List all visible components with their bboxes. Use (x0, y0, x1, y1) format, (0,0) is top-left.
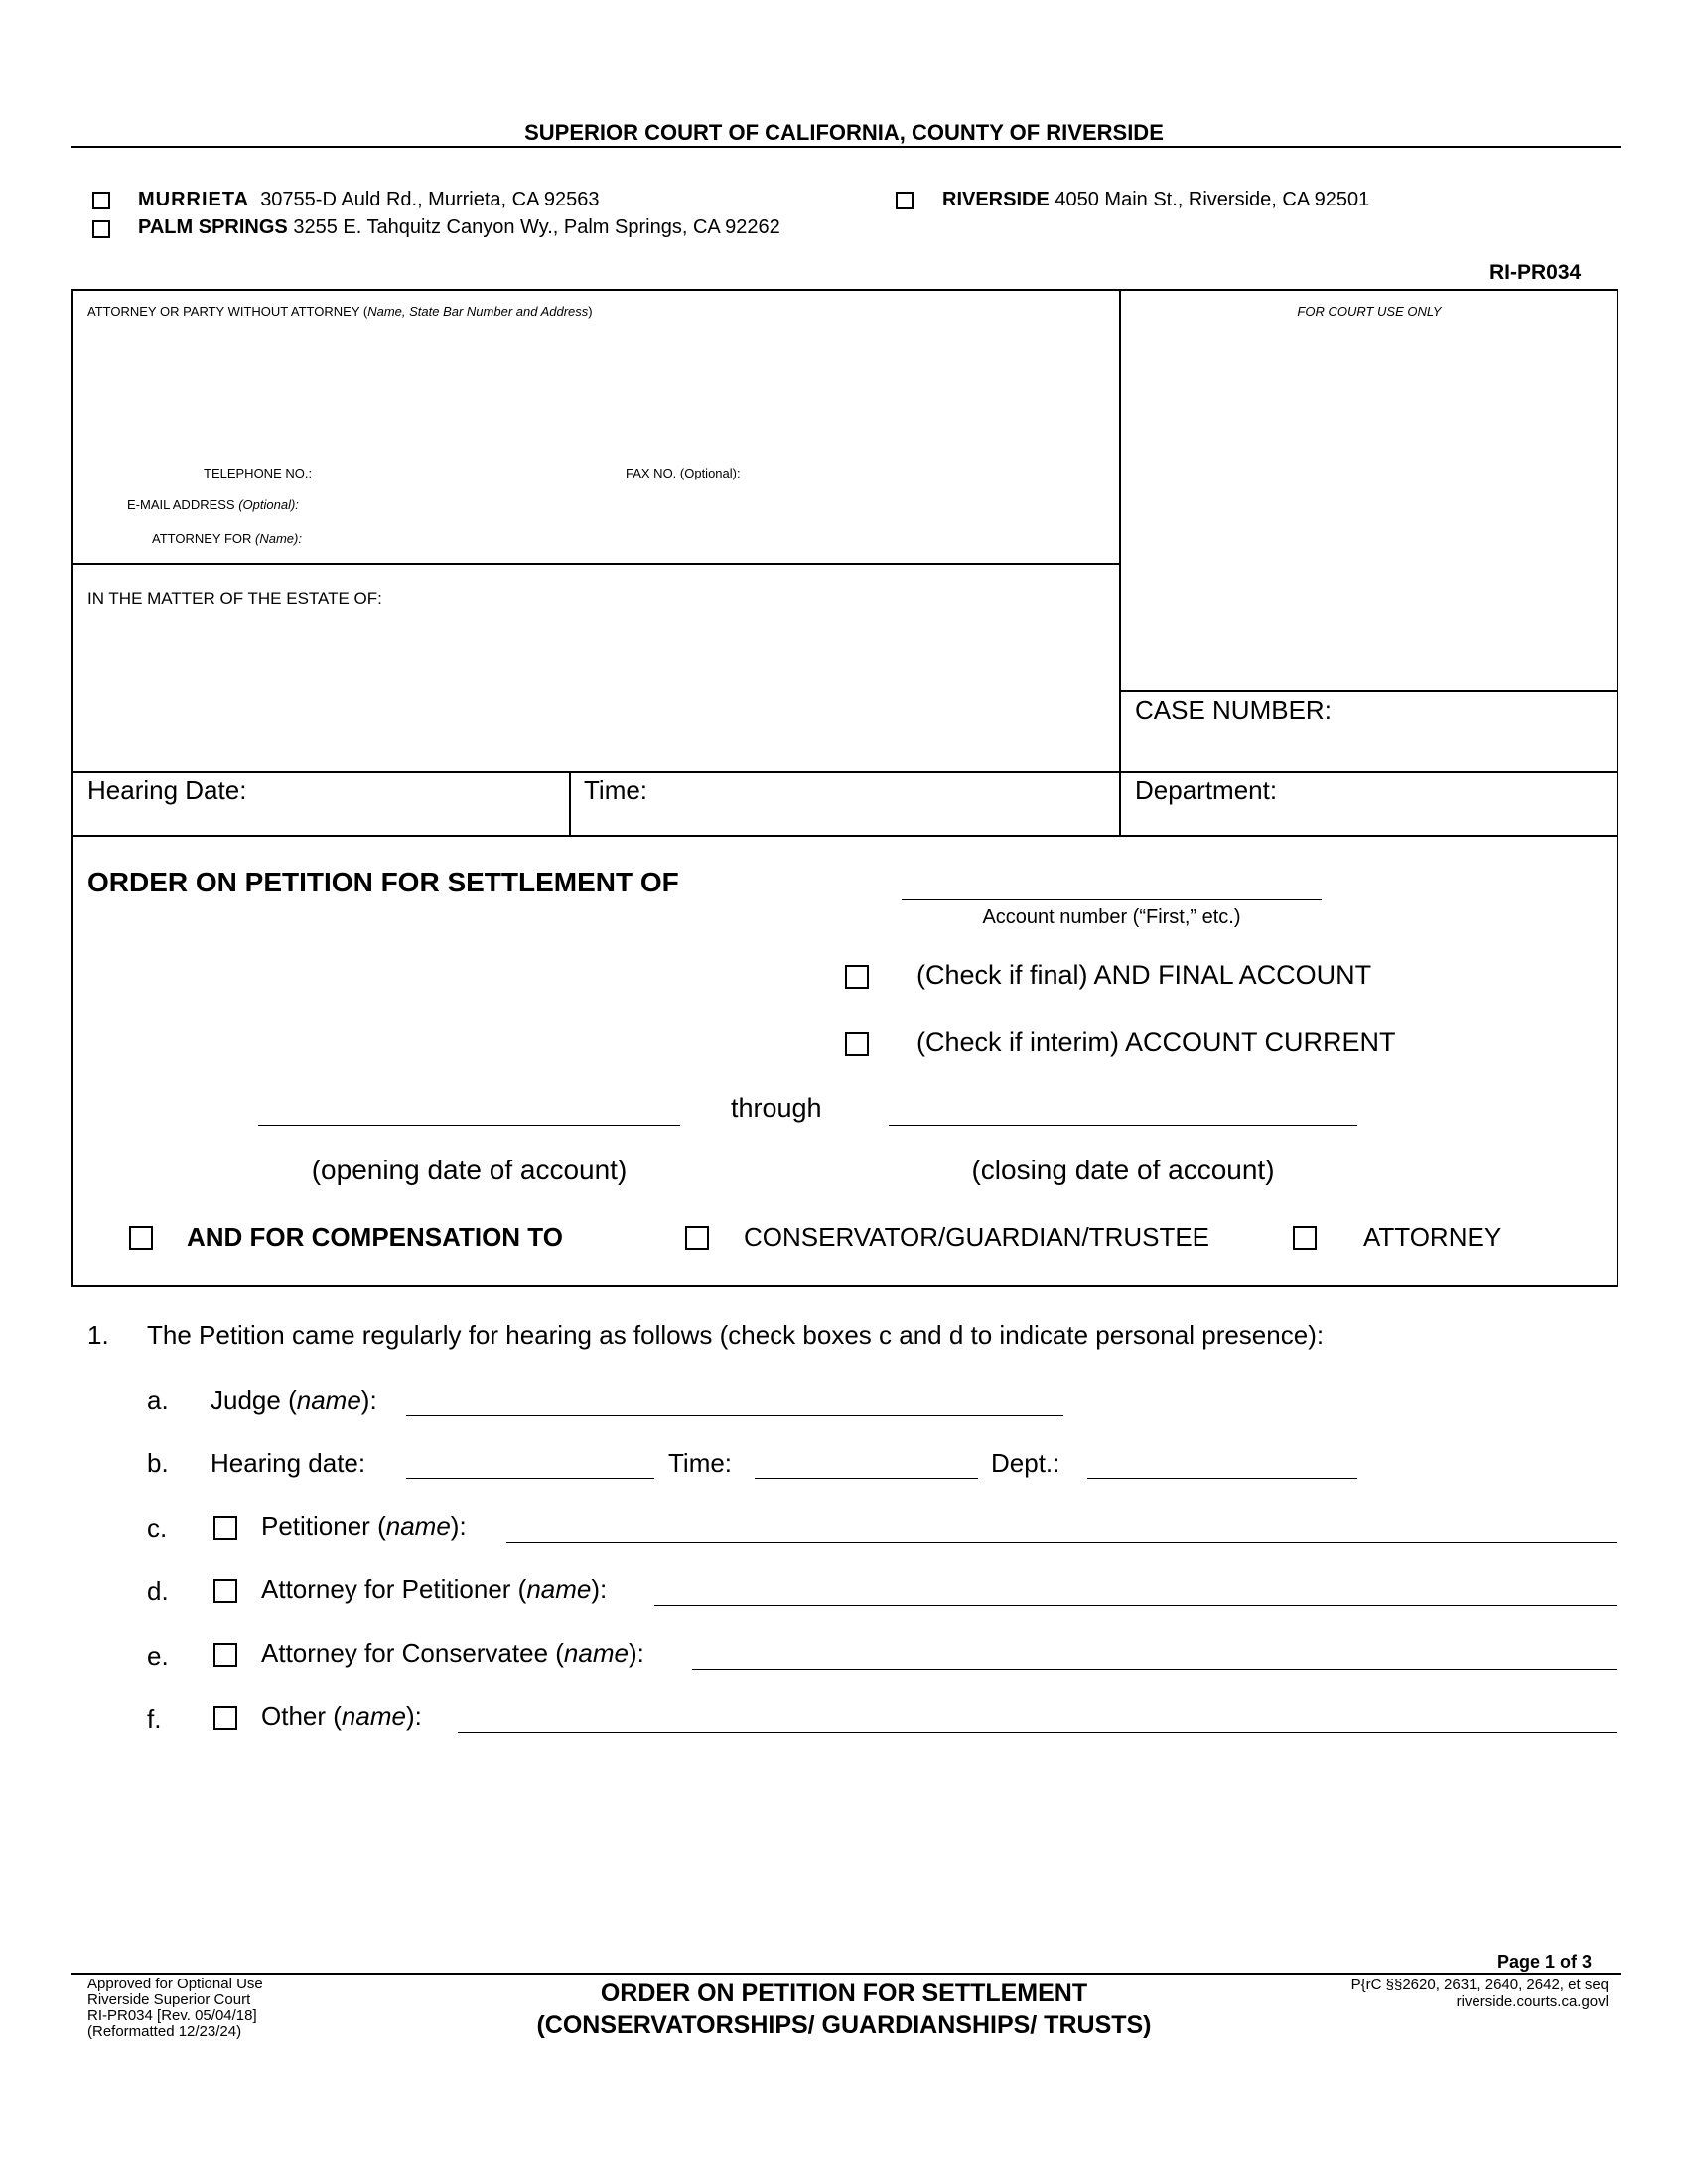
final-account-label: (Check if final) AND FINAL ACCOUNT (916, 960, 1372, 990)
email-label: E-MAIL ADDRESS (Optional): (127, 497, 299, 512)
header-rule (71, 146, 1621, 148)
account-number-hint: Account number (“First,” etc.) (982, 906, 1241, 928)
approved-line-4: (Reformatted 12/23/24) (87, 2023, 242, 2040)
riverside-checkbox[interactable] (896, 192, 914, 209)
caption-box (71, 289, 1618, 1287)
item-c-letter: c. (147, 1513, 168, 1543)
final-account-checkbox[interactable] (845, 965, 869, 989)
compensation-label: AND FOR COMPENSATION TO (187, 1222, 563, 1252)
hearing-row-top (71, 771, 1618, 773)
court-use-label: FOR COURT USE ONLY (1297, 304, 1442, 319)
riverside-location: RIVERSIDE 4050 Main St., Riverside, CA 92501 (942, 189, 1370, 210)
dept-label: Dept.: (991, 1448, 1060, 1478)
palm-springs-location: PALM SPRINGS 3255 E. Tahquitz Canyon Wy., Palm Springs, CA 92262 (138, 216, 780, 238)
compensation-checkbox[interactable] (129, 1226, 153, 1250)
attorney-bottom-rule (71, 563, 1121, 565)
other-checkbox[interactable] (213, 1706, 237, 1730)
attorney-conservatee-line[interactable] (692, 1669, 1617, 1670)
fax-label: FAX NO. (Optional): (626, 466, 741, 480)
case-number-rule (1119, 690, 1618, 692)
closing-date-line[interactable] (889, 1125, 1357, 1126)
attorney-label: ATTORNEY OR PARTY WITHOUT ATTORNEY (Name, State Bar Number and Address) (87, 304, 593, 319)
approved-line-2: Riverside Superior Court (87, 1991, 251, 2008)
attorney-petitioner-line[interactable] (654, 1605, 1617, 1606)
time-line[interactable] (755, 1478, 978, 1479)
opening-date-label: (opening date of account) (311, 1155, 628, 1185)
account-number-line[interactable] (902, 899, 1322, 900)
item-b-letter: b. (147, 1448, 169, 1478)
account-current-checkbox[interactable] (845, 1032, 869, 1056)
footer-approval (87, 1977, 263, 2040)
attorney-for-label: ATTORNEY FOR (Name): (152, 531, 302, 546)
code-line-1: P{rC §§2620, 2631, 2640, 2642, et seq (1350, 1977, 1609, 1993)
approved-line-3: RI-PR034 [Rev. 05/04/18] (87, 2007, 257, 2024)
item-f-letter: f. (147, 1705, 162, 1734)
department-label: Department: (1135, 775, 1278, 805)
order-title: ORDER ON PETITION FOR SETTLEMENT OF (87, 867, 679, 897)
attorney-petitioner-label: Attorney for Petitioner (name): (261, 1574, 608, 1604)
footer-title-line-2: (CONSERVATORSHIPS/ GUARDIANSHIPS/ TRUSTS) (536, 2011, 1152, 2039)
hearing-date-label: Hearing Date: (87, 775, 247, 805)
footer-title (348, 1978, 1340, 2041)
item-1-number: 1. (87, 1320, 109, 1350)
attorney-petitioner-checkbox[interactable] (213, 1579, 237, 1603)
item-a-letter: a. (147, 1385, 169, 1415)
time-label: Time: (584, 775, 648, 805)
other-label: Other (name): (261, 1702, 422, 1731)
conservator-checkbox[interactable] (685, 1226, 709, 1250)
footer-code (1351, 1977, 1609, 2010)
opening-date-line[interactable] (258, 1125, 680, 1126)
closing-date-label: (closing date of account) (971, 1155, 1275, 1185)
telephone-label: TELEPHONE NO.: (204, 466, 313, 480)
case-number-label: CASE NUMBER: (1135, 695, 1332, 725)
item-1-text: The Petition came regularly for hearing as follows (check boxes c and d to indicate personal presence): (147, 1320, 1325, 1350)
code-line-2: riverside.courts.ca.govl (1456, 1993, 1609, 2010)
approved-line-1: Approved for Optional Use (87, 1976, 263, 1992)
attorney-conservatee-label: Attorney for Conservatee (name): (261, 1638, 644, 1668)
judge-name-line[interactable] (406, 1415, 1063, 1416)
account-current-label: (Check if interim) ACCOUNT CURRENT (916, 1027, 1396, 1057)
hearing-row-bottom (71, 835, 1618, 837)
matter-label: IN THE MATTER OF THE ESTATE OF: (87, 589, 382, 608)
hearing-date-body-label: Hearing date: (211, 1448, 366, 1478)
hearing-date-line[interactable] (406, 1478, 654, 1479)
attorney-comp-checkbox[interactable] (1293, 1226, 1317, 1250)
footer-rule (71, 1973, 1621, 1975)
attorney-conservatee-checkbox[interactable] (213, 1643, 237, 1667)
hearing-divider (569, 771, 571, 837)
attorney-comp-label: ATTORNEY (1363, 1222, 1502, 1252)
court-title: SUPERIOR COURT OF CALIFORNIA, COUNTY OF RIVERSIDE (524, 120, 1164, 145)
footer-title-line-1: ORDER ON PETITION FOR SETTLEMENT (600, 1979, 1088, 2007)
through-label: through (731, 1093, 822, 1123)
petitioner-checkbox[interactable] (213, 1516, 237, 1540)
other-name-line[interactable] (458, 1732, 1617, 1733)
dept-line[interactable] (1087, 1478, 1357, 1479)
petitioner-label: Petitioner (name): (261, 1511, 467, 1541)
item-d-letter: d. (147, 1576, 169, 1606)
form-number: RI-PR034 (1489, 261, 1582, 284)
judge-label: Judge (name): (211, 1385, 377, 1415)
murrieta-checkbox[interactable] (92, 192, 110, 209)
petitioner-name-line[interactable] (506, 1542, 1617, 1543)
time-body-label: Time: (668, 1448, 733, 1478)
conservator-label: CONSERVATOR/GUARDIAN/TRUSTEE (744, 1222, 1210, 1252)
page-number: Page 1 of 3 (1497, 1952, 1593, 1972)
item-e-letter: e. (147, 1641, 169, 1671)
palm-springs-checkbox[interactable] (92, 220, 110, 238)
murrieta-location: MURRIETA 30755-D Auld Rd., Murrieta, CA 92563 (138, 189, 600, 210)
